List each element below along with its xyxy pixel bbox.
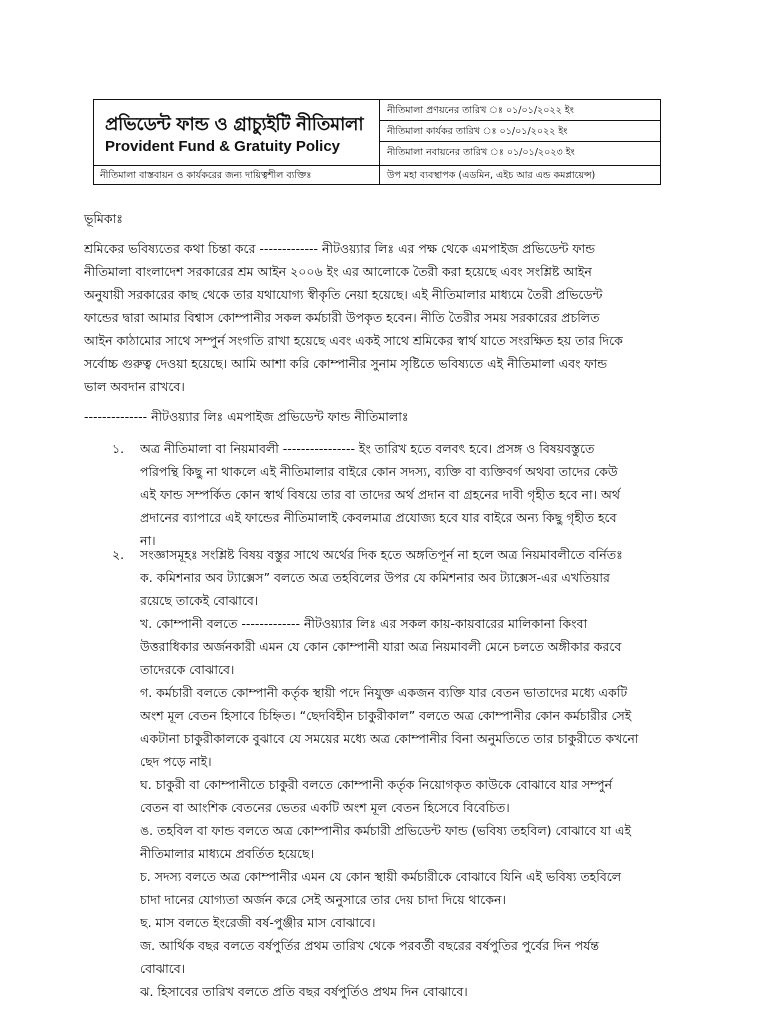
effective-date: নীতিমালা কার্যকর তারিখ ঃ ০১/০১/২০২২ ইং: [380, 121, 660, 142]
item-line: ঘ. চাকুরী বা কোম্পানীতে চাকুরী বলতে কোম্পানী কর্তৃক নিয়োগকৃত কাউকে বোঝাবে যার সম্পুর্ন: [140, 777, 613, 792]
item-line: বেতন বা আংশিক বেতনের ভেতর একটি অংশ মূল বেতন হিসেবে বিবেচিত।: [140, 800, 510, 815]
section-heading: ভূমিকাঃ: [84, 211, 123, 226]
item-line: একটানা চাকুরীকালকে বুঝাবে যে সময়ের মধ্যে অত্র কোম্পানীর বিনা অনুমতিতে তার চাকুরীতে কখনো: [140, 731, 639, 746]
item-line: রয়েছে তাকেই বোঝাবে।: [140, 593, 259, 608]
item-line: চ. সদস্য বলতে অত্র কোম্পানীর এমন যে কোন স্থায়ী কর্মচারীকে বোঝাবে যিনি এই ভবিষ্য তহবিলে: [140, 869, 622, 884]
item-line: ছেদ পড়ে নাই।: [140, 754, 212, 769]
item-line: নীতিমালার মাধ্যমে প্রবর্তিত হয়েছে।: [140, 846, 315, 861]
intro-line: অনুযায়ী সরকারের কাছ থেকে তার যথাযোগ্য স্বীকৃতি নেয়া হয়েছে। এই নীতিমালার মাধ্যমে তৈরী প্রভিডেন্ট: [84, 287, 603, 302]
item-line: ঙ. তহবিল বা ফান্ড বলতে অত্র কোম্পানীর কর্মচারী প্রভিডেন্ট ফান্ড (ভবিষ্য তহবিল) বোঝাবে যা এই: [140, 823, 632, 838]
list-item: [140, 543, 700, 1003]
item-line: অত্র নীতিমালা বা নিয়মাবলী ---------------- ইং তারিখ হতে বলবৎ হবে। প্রসঙ্গ ও বিষয়বস্তুতে: [140, 441, 595, 456]
policy-header-table: [93, 99, 661, 185]
intro-line: আইন কাঠামোর সাথে সম্পুর্ন সংগতি রাখা হয়েছে এবং একই সাথে শ্রমিকের স্বার্থ যাতে সংরক্ষিত হয় তার দিকে: [84, 333, 623, 348]
policy-title-bangla: প্রভিডেন্ট ফান্ড ও গ্রাচ্যুইটি নীতিমালা: [105, 114, 364, 135]
item-line: উত্তরাধিকার অর্জনকারী এমন যে কোন কোম্পানী যারা অত্র নিয়মাবলী মেনে চলতে অঙ্গীকার করবে: [140, 639, 622, 654]
item-line: পরিপন্থি কিছু না থাকলে এই নীতিমালার বাইরে কোন সদস্য, ব্যক্তি বা ব্যক্তিবর্গ অথবা তাদের কেউ: [140, 464, 618, 479]
policy-section-title: -------------- নীটওয়্যার লিঃ এমপাইজ প্রভিডেন্ট ফান্ড নীতিমালাঃ: [84, 409, 409, 424]
item-line: না।: [140, 533, 156, 548]
item-line: খ. কোম্পানী বলতে ------------- নীটওয়্যার লিঃ এর সকল কায়-কায়বারের মালিকানা কিংবা: [140, 616, 588, 631]
list-item: [140, 437, 700, 552]
item-line: অংশ মূল বেতন হিসাবে চিহ্নিত। “ছেদবিহীন চাকুরীকাল” বলতে অত্র কোম্পানীর কোন কর্মচারীর সেই: [140, 708, 632, 723]
header-title-cell: [94, 100, 380, 165]
item-line: জ. আর্থিক বছর বলতে বর্ষপুর্তির প্রথম তারিখ থেকে পরবর্তী বছরের বর্ষপুতির পুর্বের দিন পর্যন্ত: [140, 938, 600, 953]
responsible-value: উপ মহা ব্যবস্থাপক (এডমিন, এইচ আর এন্ড কমপ্লায়েন্স): [387, 170, 596, 181]
item-number: ১.: [112, 441, 125, 456]
intro-line: ফান্ডের দ্বারা আমার বিশ্বাস কোম্পানীর সকল কর্মচারী উপকৃত হবেন। নীতি তৈরীর সময় সরকারের প্রচলিত: [84, 310, 600, 325]
intro-line: নীতিমালা বাংলাদেশ সরকারের শ্রম আইন ২০০৬ ইং এর আলোকে তৈরী করা হয়েছে এবং সংশ্লিষ্ট আইন: [84, 264, 592, 279]
item-line: গ. কর্মচারী বলতে কোম্পানী কর্তৃক স্থায়ী পদে নিযুক্ত একজন ব্যক্তি যার বেতন ভাতাদের মধ্যে একটি: [140, 685, 628, 700]
item-line: এই ফান্ড সম্পর্কিত কোন স্বার্থ বিষয়ে তার বা তাদের অর্থ প্রদান বা গ্রহনের দাবী গৃহীত হবে না। অর্থ: [140, 487, 620, 502]
header-dates-cell: [380, 100, 660, 165]
item-line: সংজ্ঞাসমূহঃ সংশ্লিষ্ট বিষয় বস্তুর সাথে অর্থের দিক হতে অঙ্গতিপূর্ন না হলে অত্র নিয়মাবলীতে বর্নিতঃ: [140, 547, 623, 562]
item-line: চাদা দানের যোগ্যতা অর্জন করে সেই অনুসারে তার দেয় চাদা দিয়ে থাকেন।: [140, 892, 506, 907]
responsible-label: নীতিমালা বাস্তবায়ন ও কার্যকরের জন্য দায়িত্বশীল ব্যক্তিঃ: [94, 166, 380, 184]
intro-line: ভাল অবদান রাখবে।: [84, 379, 185, 394]
item-number: ২.: [112, 547, 125, 562]
intro-paragraph: [84, 237, 694, 398]
item-line: ক. কমিশনার অব ট্যাক্সেস” বলতে অত্র তহবিলের উপর যে কমিশনার অব ট্যাক্সেস-এর এখতিয়ার: [140, 570, 610, 585]
item-line: তাদেরকে বোঝাবে।: [140, 662, 235, 677]
item-line: ঝ. হিসাবের তারিখ বলতে প্রতি বছর বর্ষপুর্তিও প্রথম দিন বোঝাবে।: [140, 984, 468, 999]
renewal-date: নীতিমালা নবায়নের তারিখ ঃ ০১/০১/২০২৩ ইং: [387, 147, 575, 158]
item-line: বোঝাবে।: [140, 961, 186, 976]
preparation-date: নীতিমালা প্রণয়নের তারিখ ঃ ০১/০১/২০২২ ইং: [380, 100, 660, 121]
item-line: ছ. মাস বলতে ইংরেজী বর্ষ-পুঞ্জীর মাস বোঝাবে।: [140, 915, 376, 930]
header-responsible-row: [94, 165, 660, 184]
intro-line: শ্রমিকের ভবিষ্যতের কথা চিন্তা করে ------------- নীটওয়্যার লিঃ এর পক্ষ থেকে এমপাইজ প্রভিডেন্ট ফান্ড: [84, 241, 596, 256]
intro-line: সর্বোচ্চ গুরুত্ব দেওয়া হয়েছে। আমি আশা করি কোম্পানীর সুনাম সৃষ্টিতে ভবিষ্যতে এই নীতিমালা এবং ফান্ড: [84, 356, 608, 371]
policy-title-english: Provident Fund & Gratuity Policy: [105, 138, 341, 155]
item-line: প্রদানের ব্যাপারে এই ফান্ডের নীতিমালাই কেবলমাত্র প্রযোজ্য হবে যার বাইরে অন্য কিছু গৃহীত হবে: [140, 510, 617, 525]
